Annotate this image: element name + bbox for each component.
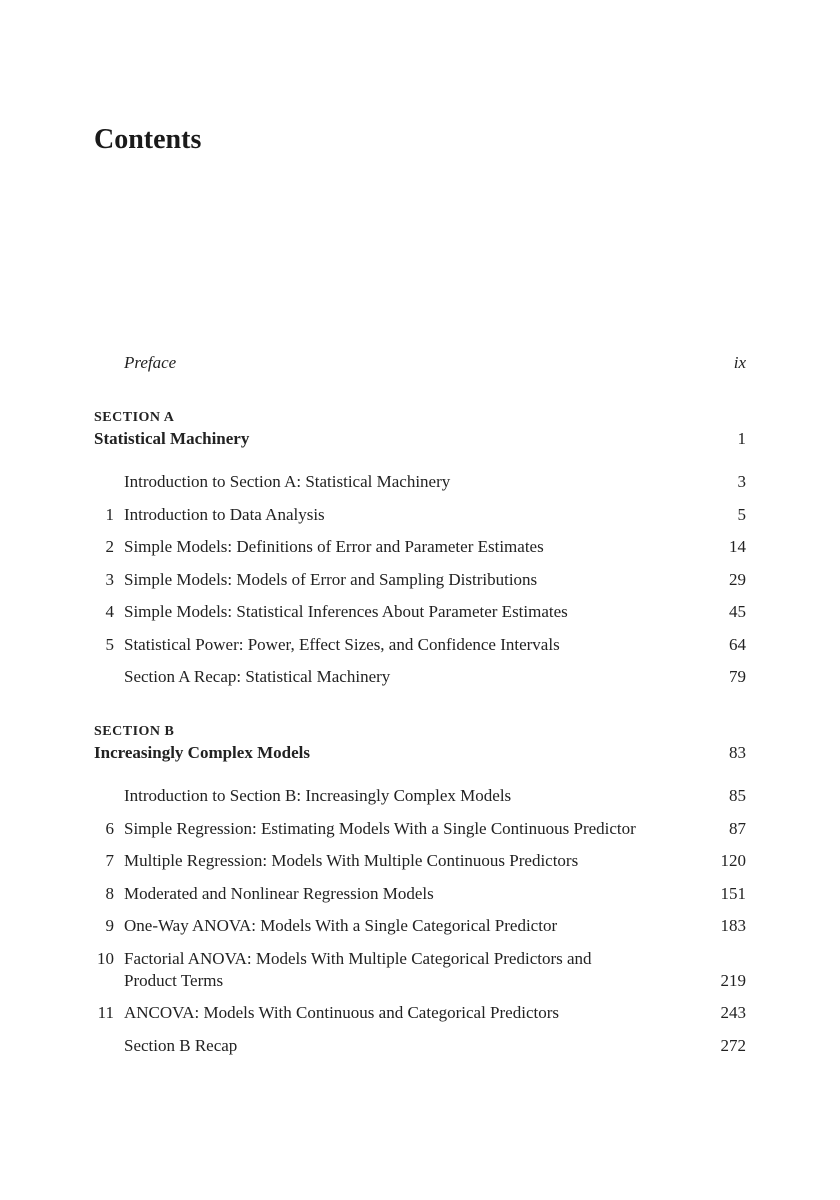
section-a-page: 1: [737, 429, 746, 448]
section-a-kicker: SECTION A: [94, 410, 175, 425]
entry-page: 151: [720, 884, 746, 903]
page-title: Contents: [94, 124, 202, 155]
entry-number: 3: [105, 570, 114, 589]
entry-number: 2: [105, 537, 114, 556]
entry-page: 85: [729, 786, 746, 805]
entry-label: Introduction to Section B: Increasingly Complex Models: [124, 786, 512, 805]
entry-label: Simple Regression: Estimating Models With a Single Continuous Predictor: [124, 819, 636, 838]
section-b-kicker: SECTION B: [94, 724, 175, 739]
entry-page: 45: [729, 602, 746, 621]
entry-label: Introduction to Section A: Statistical Machinery: [124, 472, 451, 491]
entry-number: 1: [105, 505, 114, 524]
entry-number: 9: [105, 916, 114, 935]
entry-label: Simple Models: Statistical Inferences About Parameter Estimates: [124, 602, 568, 621]
toc-entry[interactable]: [0, 948, 840, 992]
entry-page: 5: [737, 505, 746, 524]
entry-label: Simple Models: Definitions of Error and Parameter Estimates: [124, 537, 544, 556]
entry-label: Factorial ANOVA: Models With Multiple Categorical Predictors and: [124, 949, 592, 968]
entry-number: 8: [105, 884, 114, 903]
entry-label: ANCOVA: Models With Continuous and Categorical Predictors: [124, 1003, 559, 1022]
entry-page: 64: [729, 635, 746, 654]
entry-number: 5: [105, 635, 114, 654]
entry-label: Simple Models: Models of Error and Sampling Distributions: [124, 570, 538, 589]
entry-page: ix: [733, 353, 746, 372]
entry-page: 14: [729, 537, 746, 556]
entry-page: 183: [720, 916, 746, 935]
entry-number: 7: [105, 851, 114, 870]
entry-page: 3: [737, 472, 746, 491]
section-b-page: 83: [729, 743, 746, 762]
entry-page: 272: [720, 1036, 746, 1055]
section-a-title[interactable]: Statistical Machinery: [94, 429, 250, 448]
entry-page: 243: [720, 1003, 746, 1022]
entry-page: 120: [720, 851, 746, 870]
entry-label: Introduction to Data Analysis: [124, 505, 325, 524]
entry-label: Section B Recap: [124, 1036, 238, 1055]
entry-label: Multiple Regression: Models With Multiple Continuous Predictors: [124, 851, 579, 870]
entry-page: 219: [720, 971, 746, 990]
entry-label-continued: Product Terms: [124, 971, 224, 990]
entry-page: 87: [729, 819, 746, 838]
entry-number: 6: [105, 819, 114, 838]
entry-page: 29: [729, 570, 746, 589]
entry-page: 79: [729, 667, 746, 686]
entry-label: Moderated and Nonlinear Regression Models: [124, 884, 434, 903]
entry-label: Section A Recap: Statistical Machinery: [124, 667, 391, 686]
entry-number: 4: [105, 602, 114, 621]
entry-label: Statistical Power: Power, Effect Sizes, and Confidence Intervals: [124, 635, 560, 654]
entry-label: Preface: [124, 353, 177, 372]
entry-number: 10: [97, 949, 114, 968]
entry-number: 11: [97, 1003, 114, 1022]
section-b-title[interactable]: Increasingly Complex Models: [94, 743, 310, 762]
entry-label: One-Way ANOVA: Models With a Single Categorical Predictor: [124, 916, 558, 935]
